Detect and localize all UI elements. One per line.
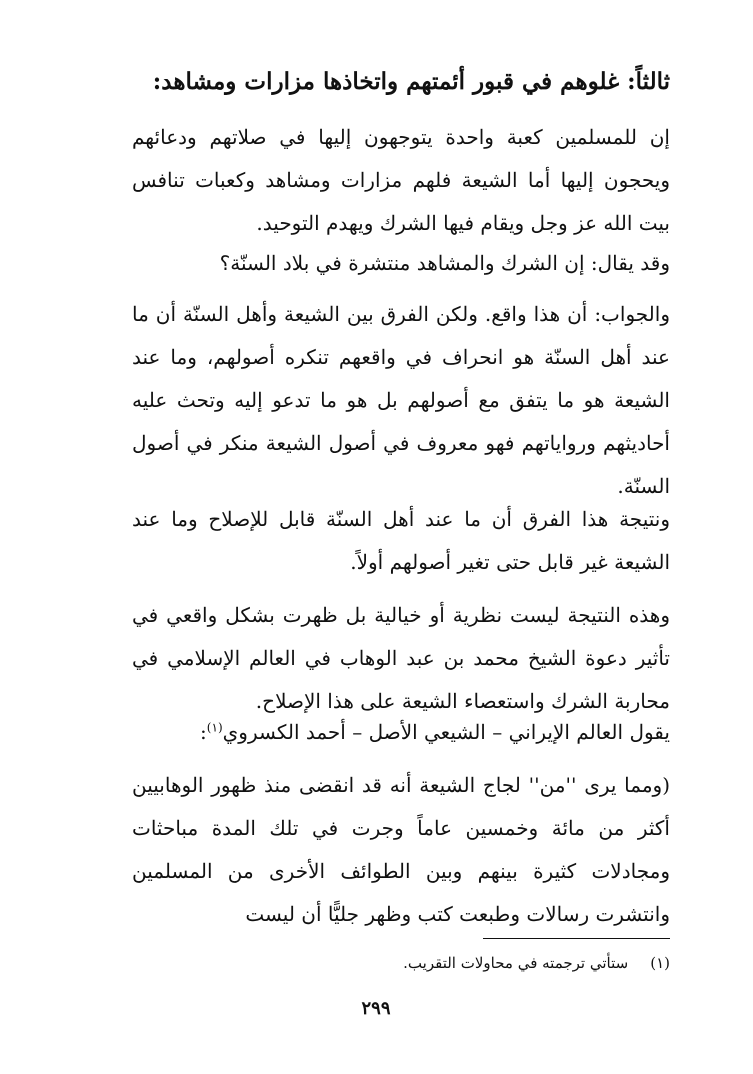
paragraph-answer: والجواب: أن هذا واقع. ولكن الفرق بين الشيعة وأهل السنّة أن ما عند أهل السنّة هو انحراف في واقعهم تنكره أصولهم، وما عند الشيعة هو ما يتفق مع أصولهم بل هو ما تدعو إليه وتحث عليه أحاديثهم ورواياتهم فهو معروف في أصول الشيعة منكر في أصول السنّة. bbox=[132, 302, 670, 498]
quote-intro-text: يقول العالم الإيراني – الشيعي الأصل – أحمد الكسروي bbox=[222, 720, 670, 744]
paragraph-kaaba: إن للمسلمين كعبة واحدة يتوجهون إليها في صلاتهم ودعائهم ويحجون إليها أما الشيعة فلهم مزارات ومشاهد وكعبات تنافس بيت الله عز وجل ويقام فيها الشرك ويهدم التوحيد. bbox=[132, 125, 670, 235]
paragraph-result: ونتيجة هذا الفرق أن ما عند أهل السنّة قابل للإصلاح وما عند الشيعة غير قابل حتى تغير أصولهم أولاً. bbox=[132, 507, 670, 574]
paragraph-quote-intro bbox=[132, 711, 670, 754]
paragraph-quote: (ومما يرى ''من'' لجاج الشيعة أنه قد انقضى منذ ظهور الوهابيين أكثر من مائة وخمسين عاماً وجرت في تلك المدة مباحثات ومجادلات كثيرة بينهم وبين الطوائف الأخرى من المسلمين وانتشرت رسالات وطبعت كتب وظهر جليًّا أن ليست bbox=[132, 773, 670, 926]
page-number: ٢٩٩ bbox=[361, 998, 391, 1019]
footnote-number: (١) bbox=[650, 954, 670, 972]
paragraph-objection: وقد يقال: إن الشرك والمشاهد منتشرة في بلاد السنّة؟ bbox=[219, 251, 670, 275]
footnote bbox=[380, 950, 670, 976]
footnote-text: ستأتي ترجمته في محاولات التقريب. bbox=[403, 954, 629, 972]
footnote-reference[interactable]: (١) bbox=[206, 720, 223, 735]
section-heading: ثالثاً: غلوهم في قبور أئمتهم واتخاذها مزارات ومشاهد: bbox=[152, 68, 670, 95]
quote-intro-colon: : bbox=[200, 720, 207, 744]
paragraph-evidence: وهذه النتيجة ليست نظرية أو خيالية بل ظهرت بشكل واقعي في تأثير دعوة الشيخ محمد بن عبد الوهاب في العالم الإسلامي في محاربة الشرك واستعصاء الشيعة على هذا الإصلاح. bbox=[132, 603, 670, 713]
footnote-divider bbox=[483, 938, 670, 939]
